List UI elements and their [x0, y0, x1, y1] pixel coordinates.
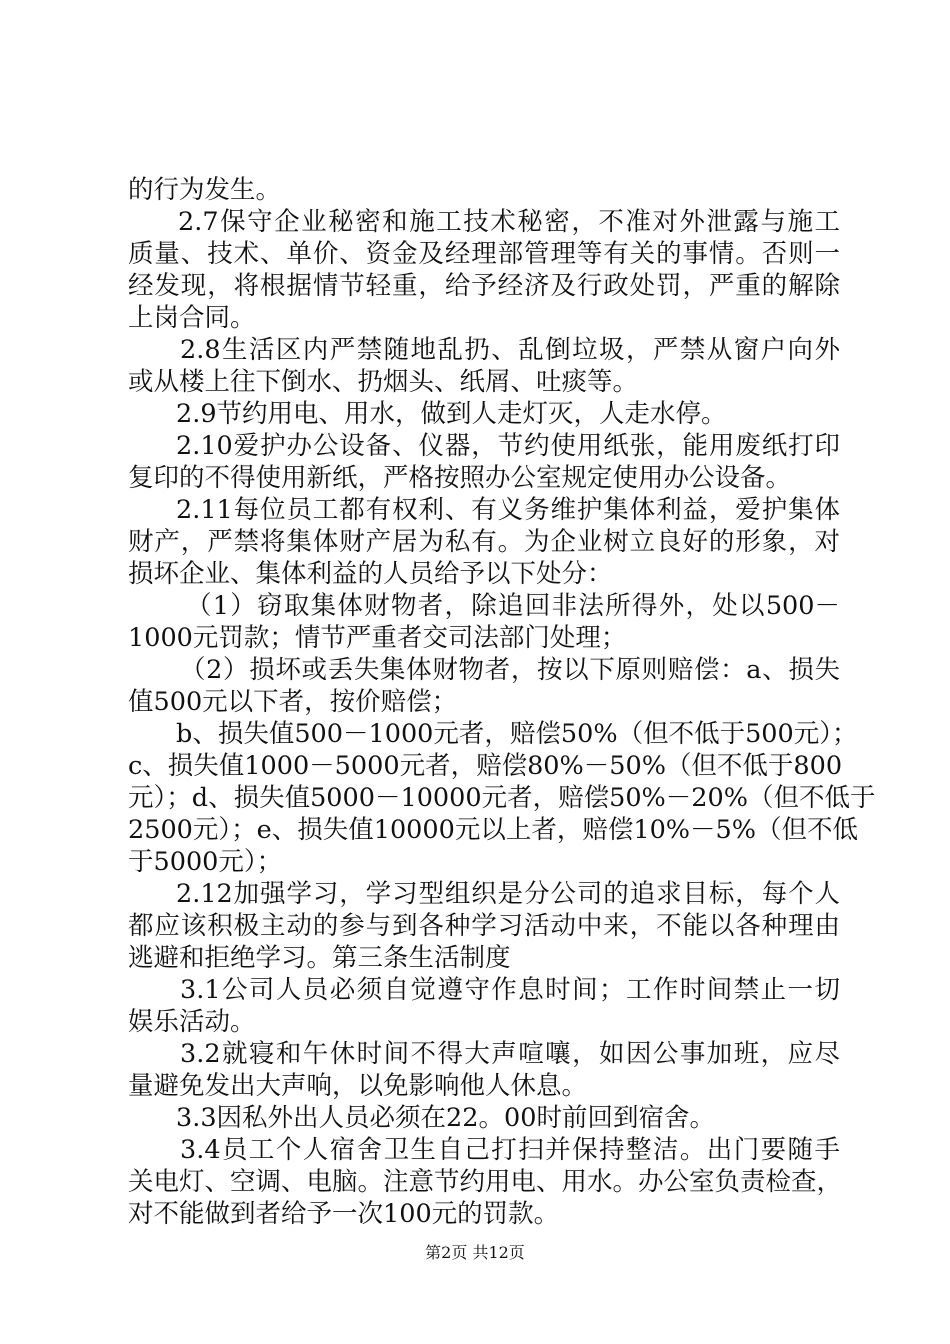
text-line: 损坏企业、集体利益的人员给予以下处分：: [128, 559, 613, 589]
text-line: 或从楼上往下倒水、扔烟头、纸屑、吐痰等。: [128, 367, 639, 397]
text-line: 值500元以下者，按价赔偿；: [128, 687, 458, 717]
text-line: 2.11每位员工都有权利、有义务维护集体利益，爱护集体: [176, 495, 840, 525]
text-line: 3.2就寝和午休时间不得大声喧嚷，如因公事加班，应尽: [180, 1039, 840, 1069]
text-line: 2.9节约用电、用水，做到人走灯灭，人走水停。: [176, 399, 727, 429]
text-line: 1000元罚款；情节严重者交司法部门处理；: [128, 623, 627, 653]
text-line: 的行为发生。: [128, 175, 282, 205]
text-line: 2.8生活区内严禁随地乱扔、乱倒垃圾，严禁从窗户向外: [180, 335, 840, 365]
text-line: 上岗合同。: [128, 303, 256, 333]
text-line: （2）损坏或丢失集体财物者，按以下原则赔偿：a、损失: [180, 655, 840, 685]
text-line: 2.7保守企业秘密和施工技术秘密，不准对外泄露与施工: [178, 207, 840, 237]
text-line: 2500元）；e、损失值10000元以上者，赔偿10%－5%（但不低: [128, 815, 858, 845]
text-line: b、损失值500－1000元者，赔偿50%（但不低于500元）；: [176, 719, 858, 749]
text-line: 3.4员工个人宿舍卫生自己打扫并保持整洁。出门要随手: [180, 1135, 840, 1165]
text-line: 复印的不得使用新纸，严格按照办公室规定使用办公设备。: [128, 463, 792, 493]
text-line: 3.1公司人员必须自觉遵守作息时间；工作时间禁止一切: [180, 975, 840, 1005]
text-line: c、损失值1000－5000元者，赔偿80%－50%（但不低于800: [128, 751, 843, 781]
page-footer: 第2页 共12页: [425, 1243, 525, 1262]
text-line: 对不能做到者给予一次100元的罚款。: [128, 1199, 560, 1229]
text-line: 质量、技术、单价、资金及经理部管理等有关的事情。否则一: [128, 239, 840, 269]
text-line: 2.12加强学习，学习型组织是分公司的追求目标，每个人: [176, 879, 840, 909]
text-line: 经发现，将根据情节轻重，给予经济及行政处罚，严重的解除: [128, 271, 840, 301]
text-line: 财产，严禁将集体财产居为私有。为企业树立良好的形象，对: [128, 527, 840, 557]
text-line: 3.3因私外出人员必须在22。00时前回到宿舍。: [176, 1103, 715, 1133]
text-line: 都应该积极主动的参与到各种学习活动中来，不能以各种理由: [128, 911, 840, 941]
text-line: 逃避和拒绝学习。第三条生活制度: [128, 943, 511, 973]
text-line: 量避免发出大声响，以免影响他人休息。: [128, 1071, 588, 1101]
text-line: 关电灯、空调、电脑。注意节约用电、用水。办公室负责检查，: [128, 1167, 843, 1197]
text-line: 于5000元）；: [128, 847, 283, 877]
text-line: 2.10爱护办公设备、仪器，节约使用纸张，能用废纸打印: [176, 431, 840, 461]
text-line: 元）；d、损失值5000－10000元者，赔偿50%－20%（但不低于: [128, 783, 876, 813]
text-line: 娱乐活动。: [128, 1007, 256, 1037]
text-line: （1）窃取集体财物者，除追回非法所得外，处以500－: [186, 591, 840, 621]
